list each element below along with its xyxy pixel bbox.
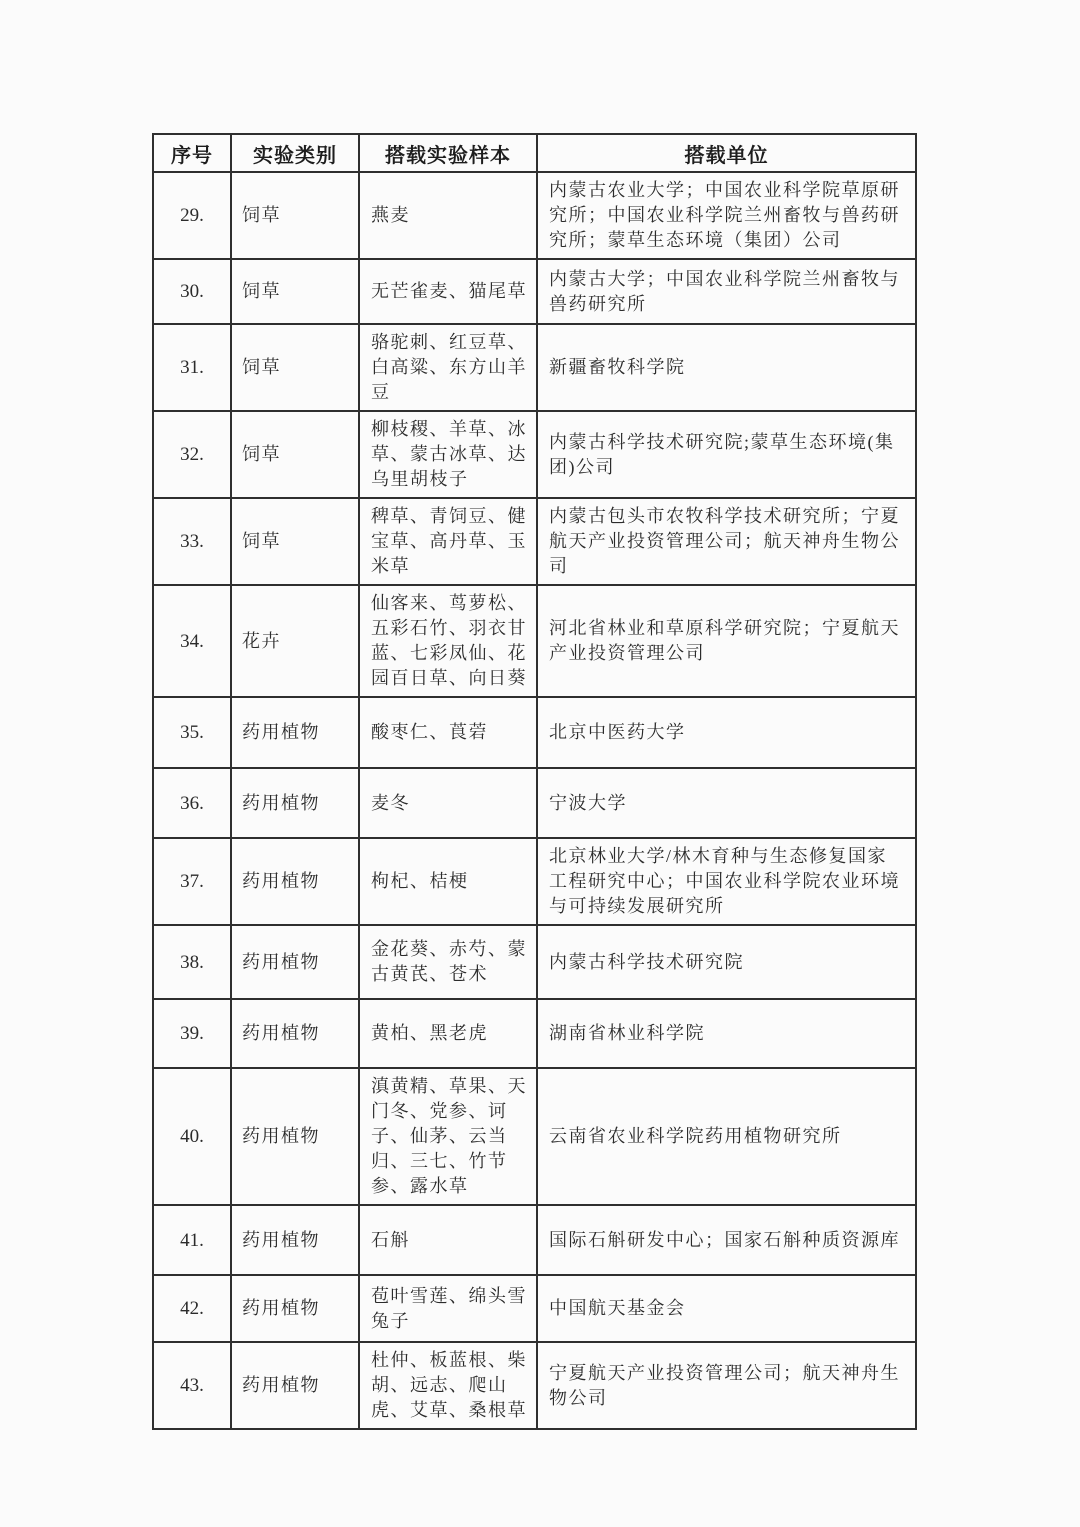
header-experiment-category: 实验类别 bbox=[231, 134, 359, 172]
samples-cell: 黄柏、黑老虎 bbox=[359, 999, 537, 1068]
category-cell: 药用植物 bbox=[231, 925, 359, 999]
samples-cell: 金花葵、赤芍、蒙古黄芪、苍术 bbox=[359, 925, 537, 999]
category-cell: 药用植物 bbox=[231, 838, 359, 925]
category-cell: 花卉 bbox=[231, 585, 359, 697]
serial-number-cell: 30. bbox=[153, 259, 231, 324]
serial-number-cell: 31. bbox=[153, 324, 231, 411]
table-row bbox=[153, 585, 916, 697]
serial-number-cell: 38. bbox=[153, 925, 231, 999]
serial-number-cell: 34. bbox=[153, 585, 231, 697]
table-row bbox=[153, 925, 916, 999]
table-row bbox=[153, 768, 916, 838]
table-row bbox=[153, 411, 916, 498]
samples-cell: 枸杞、桔梗 bbox=[359, 838, 537, 925]
serial-number-cell: 41. bbox=[153, 1205, 231, 1275]
units-cell: 北京林业大学/林木育种与生态修复国家工程研究中心；中国农业科学院农业环境与可持续发展研究所 bbox=[537, 838, 916, 925]
category-cell: 饲草 bbox=[231, 498, 359, 585]
units-cell: 新疆畜牧科学院 bbox=[537, 324, 916, 411]
experiment-payload-table bbox=[152, 133, 917, 1430]
category-cell: 药用植物 bbox=[231, 1342, 359, 1429]
category-cell: 药用植物 bbox=[231, 697, 359, 768]
table-row bbox=[153, 1275, 916, 1342]
table-row bbox=[153, 1205, 916, 1275]
serial-number-cell: 37. bbox=[153, 838, 231, 925]
table-row bbox=[153, 697, 916, 768]
table-row bbox=[153, 1068, 916, 1205]
category-cell: 饲草 bbox=[231, 411, 359, 498]
header-carrying-units: 搭载单位 bbox=[537, 134, 916, 172]
samples-cell: 酸枣仁、莨菪 bbox=[359, 697, 537, 768]
samples-cell: 仙客来、茑萝松、五彩石竹、羽衣甘蓝、七彩凤仙、花园百日草、向日葵 bbox=[359, 585, 537, 697]
category-cell: 药用植物 bbox=[231, 768, 359, 838]
header-serial-number: 序号 bbox=[153, 134, 231, 172]
serial-number-cell: 35. bbox=[153, 697, 231, 768]
table-row bbox=[153, 999, 916, 1068]
serial-number-cell: 40. bbox=[153, 1068, 231, 1205]
samples-cell: 无芒雀麦、猫尾草 bbox=[359, 259, 537, 324]
samples-cell: 杜仲、板蓝根、柴胡、远志、爬山虎、艾草、桑根草 bbox=[359, 1342, 537, 1429]
header-experiment-samples: 搭载实验样本 bbox=[359, 134, 537, 172]
table-row bbox=[153, 498, 916, 585]
units-cell: 中国航天基金会 bbox=[537, 1275, 916, 1342]
samples-cell: 苞叶雪莲、绵头雪兔子 bbox=[359, 1275, 537, 1342]
serial-number-cell: 36. bbox=[153, 768, 231, 838]
samples-cell: 麦冬 bbox=[359, 768, 537, 838]
samples-cell: 燕麦 bbox=[359, 172, 537, 259]
units-cell: 内蒙古科学技术研究院 bbox=[537, 925, 916, 999]
units-cell: 内蒙古包头市农牧科学技术研究所；宁夏航天产业投资管理公司；航天神舟生物公司 bbox=[537, 498, 916, 585]
units-cell: 云南省农业科学院药用植物研究所 bbox=[537, 1068, 916, 1205]
samples-cell: 稗草、青饲豆、健宝草、高丹草、玉米草 bbox=[359, 498, 537, 585]
samples-cell: 滇黄精、草果、天门冬、党参、诃子、仙茅、云当归、三七、竹节参、露水草 bbox=[359, 1068, 537, 1205]
serial-number-cell: 32. bbox=[153, 411, 231, 498]
samples-cell: 骆驼刺、红豆草、白高粱、东方山羊豆 bbox=[359, 324, 537, 411]
serial-number-cell: 39. bbox=[153, 999, 231, 1068]
samples-cell: 柳枝稷、羊草、冰草、蒙古冰草、达乌里胡枝子 bbox=[359, 411, 537, 498]
units-cell: 国际石斛研发中心；国家石斛种质资源库 bbox=[537, 1205, 916, 1275]
units-cell: 内蒙古大学；中国农业科学院兰州畜牧与兽药研究所 bbox=[537, 259, 916, 324]
units-cell: 北京中医药大学 bbox=[537, 697, 916, 768]
table-row bbox=[153, 838, 916, 925]
table-row bbox=[153, 259, 916, 324]
table-row bbox=[153, 324, 916, 411]
table-header-row bbox=[153, 134, 916, 172]
units-cell: 宁波大学 bbox=[537, 768, 916, 838]
serial-number-cell: 42. bbox=[153, 1275, 231, 1342]
category-cell: 药用植物 bbox=[231, 1068, 359, 1205]
category-cell: 药用植物 bbox=[231, 1205, 359, 1275]
samples-cell: 石斛 bbox=[359, 1205, 537, 1275]
units-cell: 内蒙古农业大学；中国农业科学院草原研究所；中国农业科学院兰州畜牧与兽药研究所；蒙草生态环境（集团）公司 bbox=[537, 172, 916, 259]
units-cell: 内蒙古科学技术研究院;蒙草生态环境(集团)公司 bbox=[537, 411, 916, 498]
table-row bbox=[153, 1342, 916, 1429]
table-row bbox=[153, 172, 916, 259]
category-cell: 药用植物 bbox=[231, 1275, 359, 1342]
serial-number-cell: 29. bbox=[153, 172, 231, 259]
category-cell: 饲草 bbox=[231, 324, 359, 411]
category-cell: 饲草 bbox=[231, 259, 359, 324]
units-cell: 宁夏航天产业投资管理公司；航天神舟生物公司 bbox=[537, 1342, 916, 1429]
units-cell: 河北省林业和草原科学研究院；宁夏航天产业投资管理公司 bbox=[537, 585, 916, 697]
category-cell: 药用植物 bbox=[231, 999, 359, 1068]
serial-number-cell: 33. bbox=[153, 498, 231, 585]
serial-number-cell: 43. bbox=[153, 1342, 231, 1429]
units-cell: 湖南省林业科学院 bbox=[537, 999, 916, 1068]
category-cell: 饲草 bbox=[231, 172, 359, 259]
